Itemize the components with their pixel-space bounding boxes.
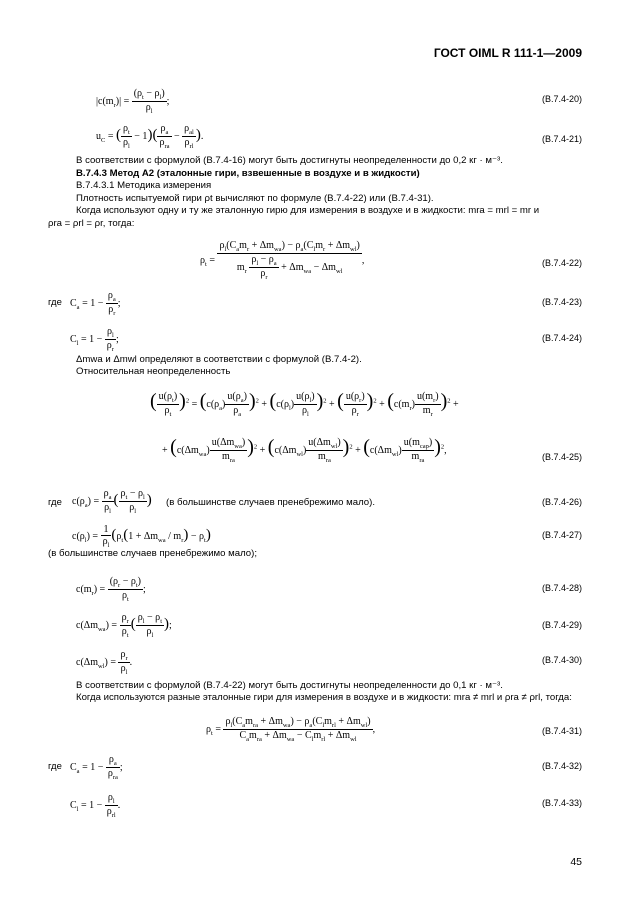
where-label: где: [48, 761, 62, 772]
paragraph: ρra = ρrl = ρr, тогда:: [48, 218, 135, 229]
equation-number: (B.7.4-31): [541, 726, 582, 736]
equation-b7423: $C_a = 1$ − $\frac{\rho_a}{\rho_r}$ ;: [70, 290, 121, 317]
equation-number: (B.7.4-30): [541, 655, 582, 665]
paragraph: Δmwa и Δmwl определяют в соответствии с формулой (B.7.4-2).: [76, 354, 362, 365]
page-number: 45: [570, 856, 582, 868]
equation-b7432: $C_a = 1$ − $\frac{\rho_a}{\rho_{ra}}$ ;: [70, 754, 123, 781]
equation-b7433: $C_l = 1$ − $\frac{\rho_l}{\rho_{rl}}$ .: [70, 792, 121, 819]
paragraph: В соответствии с формулой (B.7.4-22) могут быть достигнуты неопределенности до 0,1 кг · м⁻³.: [76, 680, 503, 691]
equation-b7427: $c(\rho_l)$ = $\frac{1}{\rho_l}$ $(\rho_t(1 + \Delta m_{wa} / m_r) - \rho_t)$: [72, 524, 211, 549]
equation-b7430: $c(\Delta m_{wl})$ = $\frac{\rho_r}{\rho_l}$ .: [76, 649, 133, 676]
paragraph: Плотность испытуемой гири ρt вычисляют по формуле (B.7.4-22) или (B.7.4-31).: [76, 193, 434, 204]
equation-number: (B.7.4-26): [541, 497, 582, 507]
equation-b7426: $c(\rho_a)$ = $\frac{\rho_a}{\rho_l}$ ( $\frac{\rho_t - \rho_l}{\rho_l}$ ): [72, 488, 152, 515]
equation-number: (B.7.4-24): [541, 333, 582, 343]
equation-b7424: $C_l = 1$ − $\frac{\rho_l}{\rho_r}$ ;: [70, 326, 119, 353]
equation-number: (B.7.4-28): [541, 583, 582, 593]
where-label: где: [48, 297, 62, 308]
paragraph: (в большинстве случаев пренебрежимо мало);: [48, 548, 257, 559]
equation-number: (B.7.4-29): [541, 620, 582, 630]
equation-number: (B.7.4-32): [541, 761, 582, 771]
equation-b7428: $c(m_r)$ = $\frac{(\rho_r - \rho_t)}{\rho_t}$ ;: [76, 576, 146, 603]
equation-b7422: $\rho_t$ = $\rho_l(C_am_r + \Delta m_{wa}) - \rho_a(C_lm_r + \Delta m_{wl})$ $m_r$ $\frac{\rho_l - \rho_a}{\rho_r}$ + $\Delta m_{wa} - \Delta m_{wl}$ ,: [200, 240, 365, 281]
equation-number: (B.7.4-23): [541, 297, 582, 307]
equation-b7425-line2: + ($c(\Delta m_{wa})$ $\frac{u(\Delta m_{wa})}{m_{ra}}$ )$^2 + (c(\Delta m_{wl})$ $\frac{u(\Delta m_{wl})}{m_{ra}}$ )$^2 + (c(\Delta m_{wl})$ $\frac{u(m_{cap})}{m_{ra}}$ )$^2$,: [162, 436, 447, 465]
equation-b7425-line1: ( $\frac{u(\rho_t)}{\rho_t}$ )$^2 = (c(\rho_a)$ $\frac{u(\rho_a)}{\rho_a}$ )$^2 + (c(\rho_l)$ $\frac{u(\rho_l)}{\rho_l}$ )$^2$ + ( $\frac{u(\rho_r)}{\rho_r}$ )$^2 + (c(m_r)$ $\frac{u(m_r)}{m_r}$ )$^2$ +: [150, 390, 459, 419]
equation-number: (B.7.4-27): [541, 530, 582, 540]
equation-number: (B.7.4-20): [541, 94, 582, 104]
equation-b7421: $u_C$ = ( $\frac{\rho_t}{\rho_l}$ − 1)( $\frac{\rho_a}{\rho_{ra}}$ − $\frac{\rho_{al}}{\rho_{rl}}$ ).: [96, 123, 204, 150]
paragraph: Когда используют одну и ту же эталонную гирю для измерения в воздухе и в жидкости: mra = mrl = mr и: [76, 205, 540, 216]
where-label: где: [48, 497, 62, 508]
paragraph: (в большинстве случаев пренебрежимо мало).: [166, 497, 375, 508]
equation-number: (B.7.4-25): [541, 452, 582, 462]
equation-number: (B.7.4-22): [541, 258, 582, 268]
section-heading: B.7.4.3 Метод А2 (эталонные гири, взвешенные в воздухе и в жидкости): [76, 168, 420, 179]
subsection-heading: B.7.4.3.1 Методика измерения: [76, 180, 212, 191]
equation-b7429: $c(\Delta m_{wa})$ = $\frac{\rho_r}{\rho_t}$ ( $\frac{\rho_l - \rho_t}{\rho_l}$ );: [76, 612, 172, 639]
paragraph: Когда используются разные эталонные гири для измерения в воздухе и в жидкости: mra ≠ mrl и ρra ≠ ρrl, тогда:: [76, 692, 572, 703]
document-header: ГОСТ OIML R 111-1—2009: [433, 46, 582, 60]
paragraph: Относительная неопределенность: [76, 366, 231, 377]
equation-b7431: $\rho_t$ = $\frac{\rho_l(C_am_{ra} + \Delta m_{wa}) - \rho_a(C_lm_{rl} + \Delta m_{wl})}{C_am_{ra} + \Delta m_{wa} - C_lm_{rl} + \Delta m_{wl}}$ ,: [206, 716, 376, 743]
equation-b7420: $|c(m_r)|$ = $\frac{(\rho_t - \rho_l)}{\rho_l}$ ;: [96, 88, 170, 115]
paragraph: В соответствии с формулой (B.7.4-16) могут быть достигнуты неопределенности до 0,2 кг · м⁻³.: [76, 155, 503, 166]
equation-number: (B.7.4-21): [541, 134, 582, 144]
equation-number: (B.7.4-33): [541, 798, 582, 808]
